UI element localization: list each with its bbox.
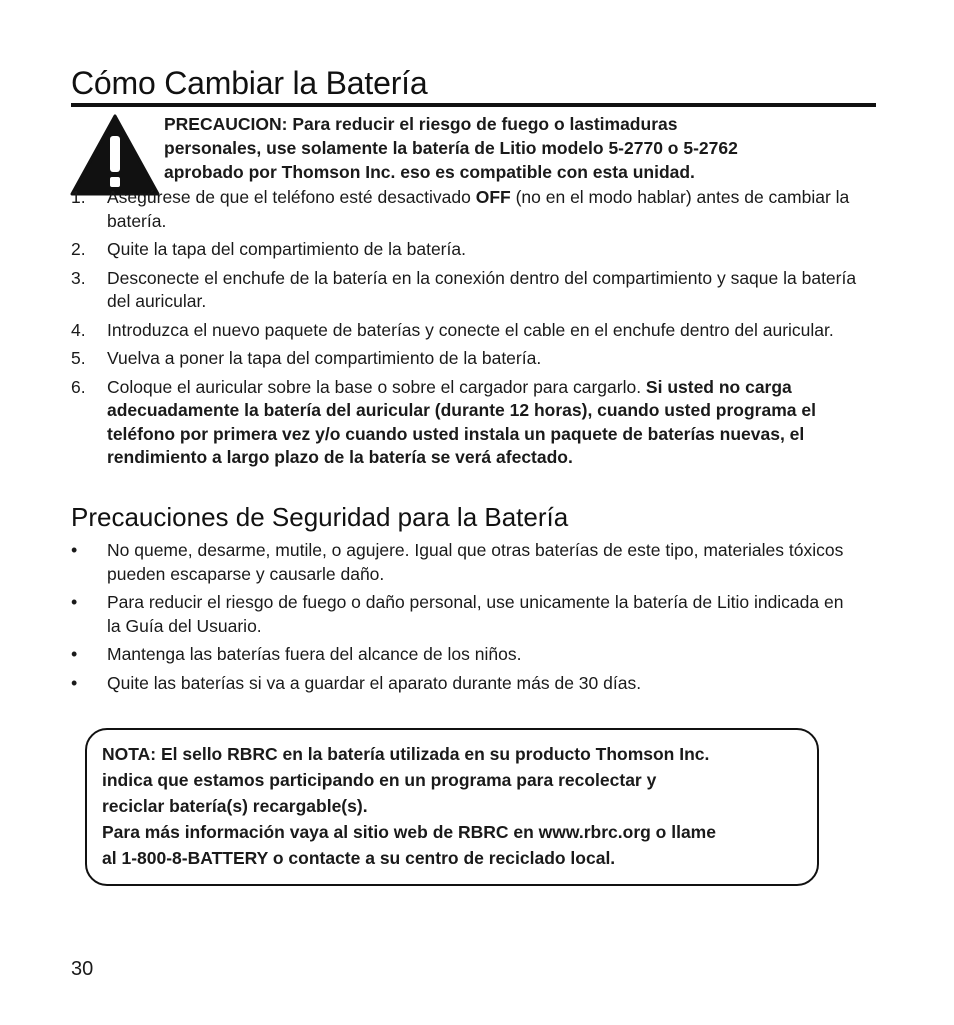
battery-steps-list [71,186,881,475]
step-number: 1. [71,187,86,207]
note-text [102,741,812,871]
step-text: Coloque el auricular sobre la base o sobre el cargador para cargarlo. [107,376,646,397]
step-text: Quite la tapa del compartimiento de la batería. [107,239,466,259]
caution-line: aprobado por Thomson Inc. eso es compatible con esta unidad. [164,162,695,182]
safety-section-title: Precauciones de Seguridad para la Batería [71,502,569,532]
step-bold-text: Si usted no carga adecuadamente la batería del auricular (durante 12 horas), cuando usted programa el teléfono por primera vez y/o cuando usted instala un paquete de baterías nuevas, el rendimiento a largo plazo de la batería se verá afectado. [107,376,816,467]
step-text: Vuelva a poner la tapa del compartimiento de la batería. [107,348,542,368]
step-text: Introduzca el nuevo paquete de baterías y conecte el cable en el enchufe dentro del auricular. [107,319,834,340]
list-item [71,319,881,343]
bullet-text: No queme, desarme, mutile, o agujere. Igual que otras baterías de este tipo, materiales tóxicos pueden escaparse y causarle daño. [107,540,844,584]
step-bold-text: OFF [475,187,511,207]
step-text: Asegúrese de que el teléfono esté desactivado [107,187,476,207]
step-text: Desconecte el enchufe de la batería en la conexión dentro del compartimiento y saque la batería del auricular. [107,267,857,311]
warning-triangle-icon [70,114,160,196]
list-item [71,591,851,638]
note-line: al 1-800-8-BATTERY o contacte a su centro de reciclado local. [102,848,616,868]
list-item [71,376,881,470]
note-line: reciclar batería(s) recargable(s). [102,796,368,816]
step-number: 6. [71,376,86,397]
note-line: indica que estamos participando en un programa para recolectar y [102,770,657,790]
note-line: Para más información vaya al sitio web de RBRC en www.rbrc.org o llame [102,822,716,842]
step-number: 3. [71,267,86,288]
list-item [71,186,881,233]
bullet-icon: • [71,672,78,693]
bullet-icon: • [71,540,78,560]
list-item [71,347,881,371]
page-title: Cómo Cambiar la Batería [71,65,428,101]
list-item [71,267,881,314]
list-item [71,643,851,667]
list-item [71,539,851,586]
title-underline [71,103,876,107]
page-number: 30 [71,958,94,980]
bullet-text: Quite las baterías si va a guardar el aparato durante más de 30 días. [107,672,642,693]
caution-text [164,112,864,184]
step-text-after: (no en el modo hablar) antes de cambiar la batería. [107,187,850,231]
caution-line: personales, use solamente la batería de Litio modelo 5-2770 o 5-2762 [164,138,738,158]
step-number: 5. [71,348,86,368]
bullet-icon: • [71,592,78,612]
list-item [71,238,881,262]
safety-bullets-list [71,539,851,700]
note-line: NOTA: El sello RBRC en la batería utilizada en su producto Thomson Inc. [102,744,710,764]
bullet-icon: • [71,644,78,664]
list-item [71,672,851,696]
caution-line: PRECAUCION: Para reducir el riesgo de fuego o lastimaduras [164,114,678,134]
bullet-text: Para reducir el riesgo de fuego o daño personal, use unicamente la batería de Litio indicada en la Guía del Usuario. [107,592,844,636]
step-number: 4. [71,319,86,340]
bullet-text: Mantenga las baterías fuera del alcance de los niños. [107,644,522,664]
step-number: 2. [71,239,86,259]
